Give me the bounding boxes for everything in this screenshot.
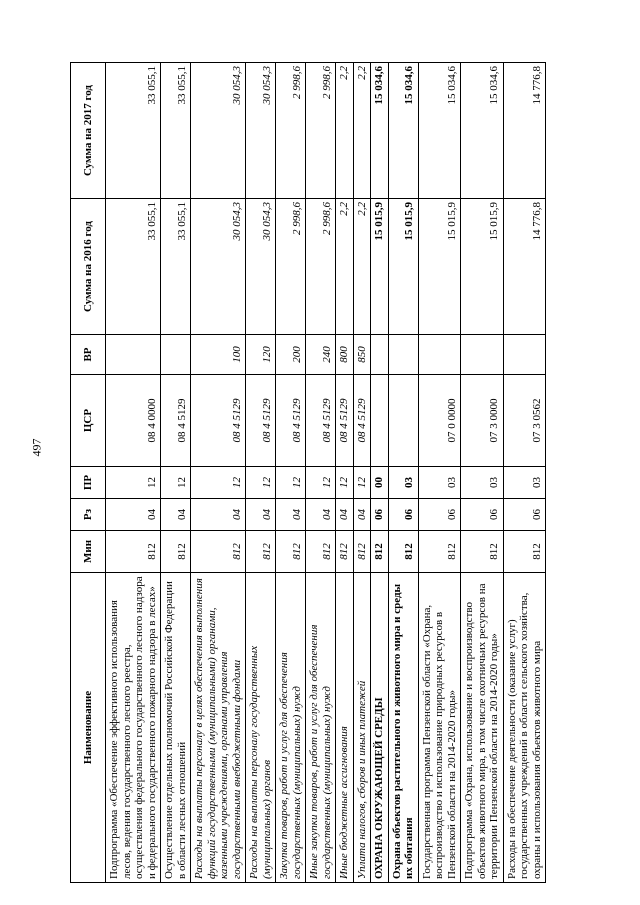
table-row xyxy=(371,63,389,883)
row-name: Иные бюджетные ассигнования xyxy=(336,573,354,883)
row-name: Иные закупки товаров, работ и услуг для обеспечения государственных (муниципальных) нужд xyxy=(306,573,336,883)
table-row xyxy=(388,63,418,883)
row-min: 812 xyxy=(191,531,246,573)
header-sum-2017: Сумма на 2017 год xyxy=(71,63,106,199)
row-vr: 120 xyxy=(246,335,276,375)
row-pr: 03 xyxy=(503,467,546,499)
row-min: 812 xyxy=(353,531,371,573)
row-sum-2017: 33 055,1 xyxy=(106,63,161,199)
row-vr xyxy=(371,335,389,375)
row-rz: 04 xyxy=(336,499,354,531)
row-sum-2016: 15 015,9 xyxy=(388,199,418,335)
row-csr: 07 3 0000 xyxy=(461,375,504,467)
row-sum-2016: 2 998,6 xyxy=(276,199,306,335)
row-pr: 12 xyxy=(246,467,276,499)
row-sum-2017: 2 998,6 xyxy=(306,63,336,199)
row-vr: 850 xyxy=(353,335,371,375)
row-csr: 07 0 0000 xyxy=(418,375,461,467)
row-rz: 06 xyxy=(371,499,389,531)
row-sum-2016: 14 776,8 xyxy=(503,199,546,335)
row-vr: 240 xyxy=(306,335,336,375)
table-row xyxy=(461,63,504,883)
header-sum-2016: Сумма на 2016 год xyxy=(71,199,106,335)
row-csr xyxy=(371,375,389,467)
row-vr xyxy=(503,335,546,375)
row-pr: 03 xyxy=(418,467,461,499)
row-name: ОХРАНА ОКРУЖАЮЩЕЙ СРЕДЫ xyxy=(371,573,389,883)
row-csr: 08 4 5129 xyxy=(306,375,336,467)
row-rz: 04 xyxy=(106,499,161,531)
row-sum-2017: 33 055,1 xyxy=(161,63,191,199)
row-rz: 06 xyxy=(388,499,418,531)
row-rz: 04 xyxy=(306,499,336,531)
row-sum-2017: 14 776,8 xyxy=(503,63,546,199)
header-vr: ВР xyxy=(71,335,106,375)
row-name: Осуществление отдельных полномочий Российской Федерации в области лесных отношений xyxy=(161,573,191,883)
row-name: Закупка товаров, работ и услуг для обеспечения государственных (муниципальных) нужд xyxy=(276,573,306,883)
budget-table-sheet xyxy=(70,63,570,883)
row-rz: 06 xyxy=(503,499,546,531)
row-sum-2017: 2,2 xyxy=(336,63,354,199)
table-row xyxy=(336,63,354,883)
table-row xyxy=(353,63,371,883)
row-csr: 08 4 5129 xyxy=(336,375,354,467)
row-name: Подпрограмма «Охрана, использование и воспроизводство объектов животного мира, в том числе охотничьих ресурсов на территории Пензенской области на 2014-2020 годы» xyxy=(461,573,504,883)
row-vr: 800 xyxy=(336,335,354,375)
row-min: 812 xyxy=(388,531,418,573)
row-pr: 12 xyxy=(353,467,371,499)
header-csr: ЦСР xyxy=(71,375,106,467)
table-row xyxy=(276,63,306,883)
row-pr: 12 xyxy=(306,467,336,499)
row-min: 812 xyxy=(503,531,546,573)
row-vr xyxy=(418,335,461,375)
row-sum-2017: 15 034,6 xyxy=(388,63,418,199)
row-sum-2016: 15 015,9 xyxy=(371,199,389,335)
row-min: 812 xyxy=(276,531,306,573)
table-row xyxy=(161,63,191,883)
row-name: Подпрограмма «Обеспечение эффективного использования лесов, ведения государственного лесного реестра, осуществления федерального государственного лесного надзора и федерального государственного пожарного надзора в лесах» xyxy=(106,573,161,883)
table-row xyxy=(246,63,276,883)
row-csr: 08 4 5129 xyxy=(161,375,191,467)
row-rz: 04 xyxy=(246,499,276,531)
row-csr: 08 4 0000 xyxy=(106,375,161,467)
row-sum-2016: 15 015,9 xyxy=(461,199,504,335)
row-sum-2017: 30 054,3 xyxy=(246,63,276,199)
row-sum-2017: 2 998,6 xyxy=(276,63,306,199)
row-vr xyxy=(461,335,504,375)
row-min: 812 xyxy=(461,531,504,573)
table-body xyxy=(106,63,546,883)
row-rz: 04 xyxy=(353,499,371,531)
budget-table xyxy=(70,62,546,883)
row-sum-2016: 2,2 xyxy=(336,199,354,335)
row-vr xyxy=(106,335,161,375)
row-sum-2016: 15 015,9 xyxy=(418,199,461,335)
row-csr xyxy=(388,375,418,467)
row-csr: 08 4 5129 xyxy=(353,375,371,467)
row-min: 812 xyxy=(306,531,336,573)
row-pr: 03 xyxy=(461,467,504,499)
row-sum-2016: 33 055,1 xyxy=(161,199,191,335)
row-csr: 07 3 0562 xyxy=(503,375,546,467)
row-min: 812 xyxy=(161,531,191,573)
row-name: Расходы на обеспечение деятельности (оказание услуг) государственных учреждений в области сельского хозяйства, охраны и использования объектов животного мира xyxy=(503,573,546,883)
header-rz: Рз xyxy=(71,499,106,531)
row-sum-2017: 30 054,3 xyxy=(191,63,246,199)
row-csr: 08 4 5129 xyxy=(276,375,306,467)
row-vr xyxy=(388,335,418,375)
row-pr: 03 xyxy=(388,467,418,499)
row-name: Уплата налогов, сборов и иных платежей xyxy=(353,573,371,883)
row-pr: 12 xyxy=(336,467,354,499)
table-row xyxy=(503,63,546,883)
header-pr: ПР xyxy=(71,467,106,499)
row-pr: 00 xyxy=(371,467,389,499)
row-sum-2016: 30 054,3 xyxy=(246,199,276,335)
header-name: Наименование xyxy=(71,573,106,883)
row-vr: 100 xyxy=(191,335,246,375)
row-pr: 12 xyxy=(106,467,161,499)
row-sum-2017: 15 034,6 xyxy=(371,63,389,199)
row-name: Расходы на выплаты персоналу государственных (муниципальных) органов xyxy=(246,573,276,883)
row-csr: 08 4 5129 xyxy=(246,375,276,467)
row-vr: 200 xyxy=(276,335,306,375)
row-sum-2017: 15 034,6 xyxy=(461,63,504,199)
row-min: 812 xyxy=(106,531,161,573)
row-min: 812 xyxy=(371,531,389,573)
row-rz: 06 xyxy=(418,499,461,531)
row-vr xyxy=(161,335,191,375)
row-csr: 08 4 5129 xyxy=(191,375,246,467)
row-name: Расходы на выплаты персоналу в целях обеспечения выполнения функций государственными (муниципальными) органами, казенными учреждениями, органами управления государственными внебюджетными фондами xyxy=(191,573,246,883)
row-min: 812 xyxy=(418,531,461,573)
row-rz: 06 xyxy=(461,499,504,531)
row-sum-2017: 15 034,6 xyxy=(418,63,461,199)
row-sum-2017: 2,2 xyxy=(353,63,371,199)
table-row xyxy=(106,63,161,883)
row-sum-2016: 33 055,1 xyxy=(106,199,161,335)
table-row xyxy=(306,63,336,883)
row-sum-2016: 30 054,3 xyxy=(191,199,246,335)
row-name: Охрана объектов растительного и животного мира и среды их обитания xyxy=(388,573,418,883)
row-pr: 12 xyxy=(161,467,191,499)
row-sum-2016: 2,2 xyxy=(353,199,371,335)
row-name: Государственная программа Пензенской области «Охрана, воспроизводство и использование природных ресурсов в Пензенской области на 2014-2020 годы» xyxy=(418,573,461,883)
row-pr: 12 xyxy=(276,467,306,499)
table-row xyxy=(191,63,246,883)
header-min: Мин xyxy=(71,531,106,573)
row-rz: 04 xyxy=(161,499,191,531)
row-rz: 04 xyxy=(276,499,306,531)
table-row xyxy=(418,63,461,883)
row-pr: 12 xyxy=(191,467,246,499)
row-rz: 04 xyxy=(191,499,246,531)
table-header-row xyxy=(71,63,106,883)
row-min: 812 xyxy=(246,531,276,573)
row-sum-2016: 2 998,6 xyxy=(306,199,336,335)
row-min: 812 xyxy=(336,531,354,573)
page-number: 497 xyxy=(29,438,44,457)
